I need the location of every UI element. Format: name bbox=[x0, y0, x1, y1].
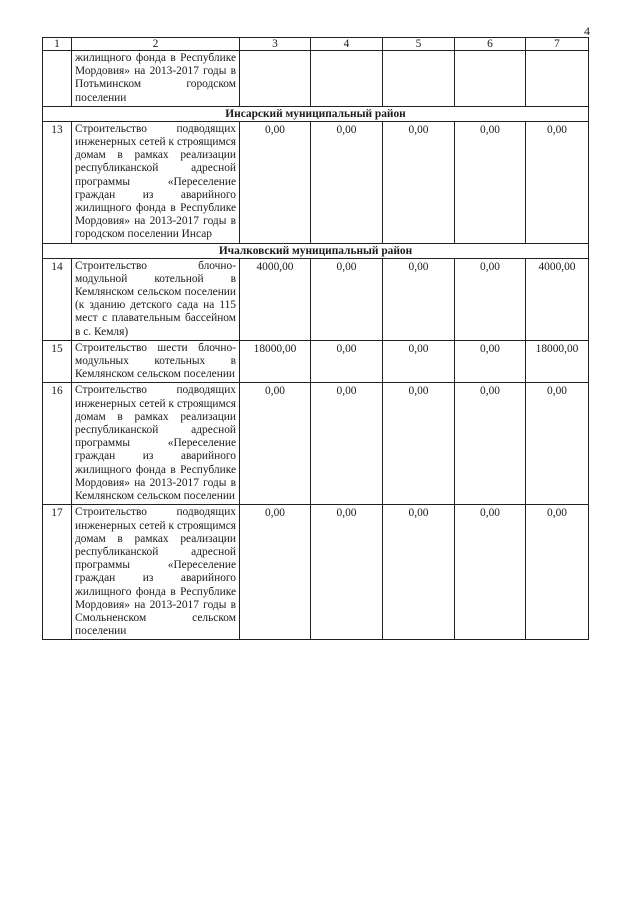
row-number: 14 bbox=[43, 258, 72, 340]
value-cell bbox=[240, 51, 311, 107]
table-row bbox=[43, 340, 589, 383]
value-cell: 0,00 bbox=[455, 121, 526, 243]
district-row bbox=[43, 106, 589, 121]
row-description: Строительство подводящих инженерных сетей к строящимся домам в рамках реализации республиканской адресной программы «Переселение граждан из аварийного жилищного фонда в Республике Мордовия» на 2013-2017 годы в Смольненском сельском поселении bbox=[72, 505, 240, 640]
row-number: 16 bbox=[43, 383, 72, 505]
value-cell bbox=[526, 51, 589, 107]
header-cell: 6 bbox=[455, 38, 526, 51]
table-header-row bbox=[43, 38, 589, 51]
district-row bbox=[43, 243, 589, 258]
header-cell: 5 bbox=[383, 38, 455, 51]
table-row bbox=[43, 383, 589, 505]
value-cell: 0,00 bbox=[526, 505, 589, 640]
page-number: 4 bbox=[584, 24, 590, 38]
value-cell: 0,00 bbox=[240, 505, 311, 640]
table-row bbox=[43, 121, 589, 243]
row-description: Строительство шести блочно-модульных котельных в Кемлянском сельском поселении bbox=[72, 340, 240, 383]
value-cell: 0,00 bbox=[311, 505, 383, 640]
value-cell bbox=[383, 51, 455, 107]
value-cell: 0,00 bbox=[383, 121, 455, 243]
row-number: 13 bbox=[43, 121, 72, 243]
value-cell: 0,00 bbox=[311, 258, 383, 340]
value-cell: 0,00 bbox=[311, 121, 383, 243]
value-cell: 0,00 bbox=[526, 383, 589, 505]
value-cell bbox=[455, 51, 526, 107]
row-description: жилищного фонда в Республике Мордовия» на 2013-2017 годы в Потьминском городском поселении bbox=[72, 51, 240, 107]
header-cell: 3 bbox=[240, 38, 311, 51]
value-cell: 0,00 bbox=[240, 121, 311, 243]
value-cell: 0,00 bbox=[455, 340, 526, 383]
row-description: Строительство блочно-модульной котельной в Кемлянском сельском поселении (к зданию детского сада на 115 мест с плавательным бассейном в с. Кемля) bbox=[72, 258, 240, 340]
table-row bbox=[43, 51, 589, 107]
value-cell: 4000,00 bbox=[240, 258, 311, 340]
value-cell: 0,00 bbox=[455, 383, 526, 505]
value-cell: 0,00 bbox=[383, 258, 455, 340]
value-cell: 0,00 bbox=[311, 340, 383, 383]
header-cell: 7 bbox=[526, 38, 589, 51]
value-cell: 0,00 bbox=[383, 383, 455, 505]
value-cell: 0,00 bbox=[455, 505, 526, 640]
table-row bbox=[43, 258, 589, 340]
value-cell: 4000,00 bbox=[526, 258, 589, 340]
district-name: Инсарский муниципальный район bbox=[43, 106, 589, 121]
value-cell bbox=[311, 51, 383, 107]
value-cell: 18000,00 bbox=[240, 340, 311, 383]
row-number: 17 bbox=[43, 505, 72, 640]
value-cell: 0,00 bbox=[383, 505, 455, 640]
value-cell: 0,00 bbox=[240, 383, 311, 505]
budget-table bbox=[42, 37, 589, 640]
row-description: Строительство подводящих инженерных сетей к строящимся домам в рамках реализации республиканской адресной программы «Переселение граждан из аварийного жилищного фонда в Республике Мордовия» на 2013-2017 годы в городском поселении Инсар bbox=[72, 121, 240, 243]
row-number: 15 bbox=[43, 340, 72, 383]
value-cell: 0,00 bbox=[526, 121, 589, 243]
row-description: Строительство подводящих инженерных сетей к строящимся домам в рамках реализации республиканской адресной программы «Переселение граждан из аварийного жилищного фонда в Республике Мордовия» на 2013-2017 годы в Кемлянском сельском поселении bbox=[72, 383, 240, 505]
value-cell: 0,00 bbox=[383, 340, 455, 383]
table-row bbox=[43, 505, 589, 640]
header-cell: 2 bbox=[72, 38, 240, 51]
row-number bbox=[43, 51, 72, 107]
header-cell: 1 bbox=[43, 38, 72, 51]
header-cell: 4 bbox=[311, 38, 383, 51]
value-cell: 0,00 bbox=[455, 258, 526, 340]
district-name: Ичалковский муниципальный район bbox=[43, 243, 589, 258]
value-cell: 0,00 bbox=[311, 383, 383, 505]
value-cell: 18000,00 bbox=[526, 340, 589, 383]
